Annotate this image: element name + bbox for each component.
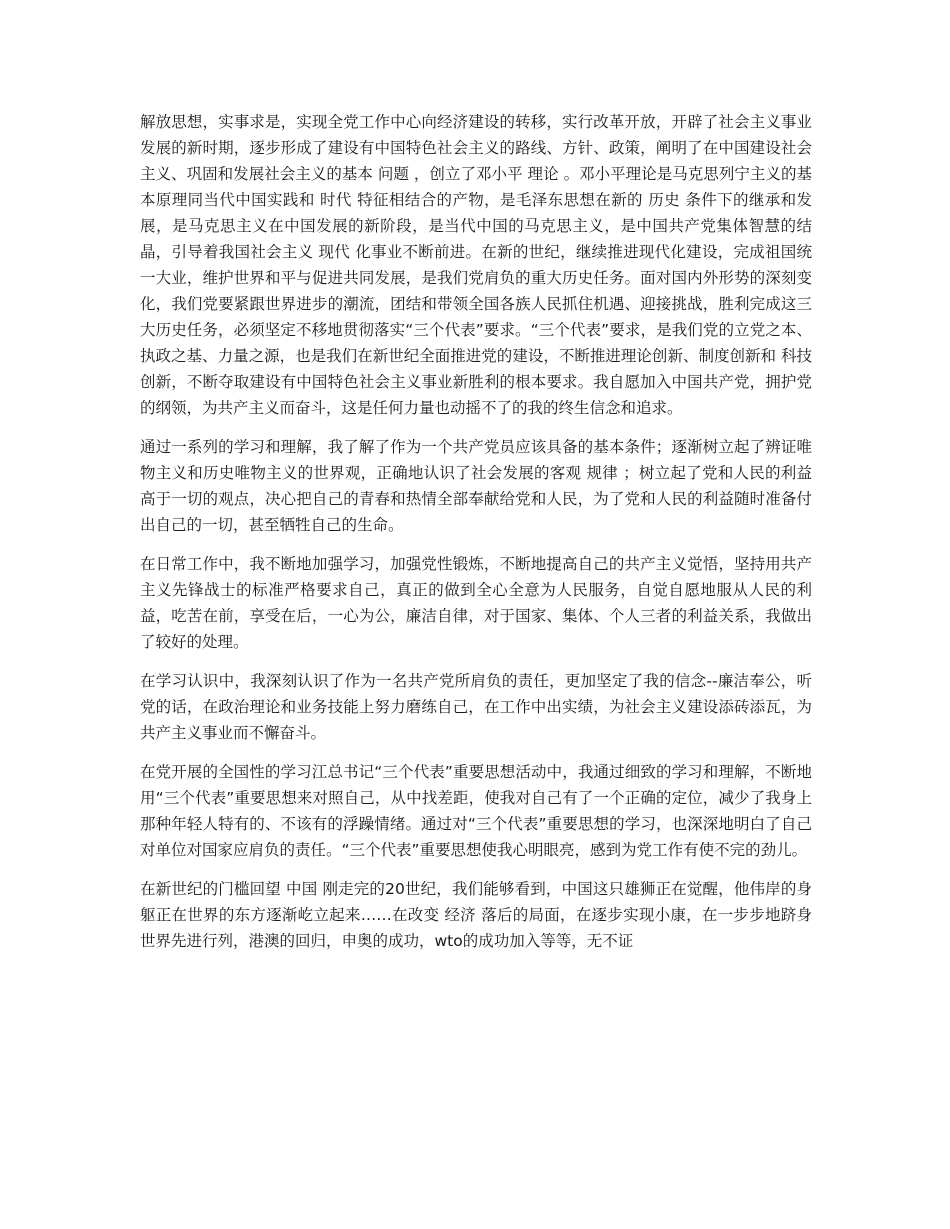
document-body — [140, 109, 812, 967]
paragraph-4: 在学习认识中，我深刻认识了作为一名共产党所肩负的责任，更加坚定了我的信念--廉洁奉公，听党的话，在政治理论和业务技能上努力磨练自己，在工作中出实绩，为社会主义建设添砖添瓦，为共产主义事业而不懈奋斗。 — [140, 672, 812, 742]
paragraph-5: 在党开展的全国性的学习江总书记“三个代表”重要思想活动中，我通过细致的学习和理解，不断地用“三个代表”重要思想来对照自己，从中找差距，使我对自己有了一个正确的定位，减少了我身上那种年轻人特有的、不该有的浮躁情绪。通过对“三个代表”重要思想的学习，也深深地明白了自己对单位对国家应肩负的责任。“三个代表”重要思想使我心明眼亮，感到为党工作有使不完的劲儿。 — [140, 763, 812, 859]
paragraph-6: 在新世纪的门槛回望 中国 刚走完的20世纪，我们能够看到，中国这只雄狮正在觉醒，他伟岸的身躯正在世界的东方逐渐屹立起来……在改变 经济 落后的局面，在逐步实现小康，在一步步地跻身世界先进行列，港澳的回归，申奥的成功，wto的成功加入等等，无不证 — [140, 880, 812, 950]
paragraph-1: 解放思想，实事求是，实现全党工作中心向经济建设的转移，实行改革开放，开辟了社会主义事业发展的新时期，逐步形成了建设有中国特色社会主义的路线、方针、政策，阐明了在中国建设社会主义、巩固和发展社会主义的基本 问题 ，创立了邓小平 理论 。邓小平理论是马克思列宁主义的基本原理同当代中国实践和 时代 特征相结合的产物，是毛泽东思想在新的 历史 条件下的继承和发展，是马克思主义在中国发展的新阶段，是当代中国的马克思主义，是中国共产党集体智慧的结晶，引导着我国社会主义 现代 化事业不断前进。在新的世纪，继续推进现代化建设，完成祖国统一大业，维护世界和平与促进共同发展，是我们党肩负的重大历史任务。面对国内外形势的深刻变化，我们党要紧跟世界进步的潮流，团结和带领全国各族人民抓住机遇、迎接挑战，胜利完成这三大历史任务，必须坚定不移地贯彻落实“三个代表”要求。“三个代表”要求，是我们党的立党之本、执政之基、力量之源，也是我们在新世纪全面推进党的建设，不断推进理论创新、制度创新和 科技 创新，不断夺取建设有中国特色社会主义事业新胜利的根本要求。我自愿加入中国共产党，拥护党的纲领，为共产主义而奋斗，这是任何力量也动摇不了的我的终生信念和追求。 — [140, 113, 812, 417]
paragraph-3: 在日常工作中，我不断地加强学习，加强党性锻炼，不断地提高自己的共产主义觉悟，坚持用共产主义先锋战士的标准严格要求自己，真正的做到全心全意为人民服务，自觉自愿地服从人民的利益，吃苦在前，享受在后，一心为公，廉洁自律，对于国家、集体、个人三者的利益关系，我做出了较好的处理。 — [140, 555, 812, 651]
paragraph-2: 通过一系列的学习和理解，我了解了作为一个共产党员应该具备的基本条件；逐渐树立起了辨证唯物主义和历史唯物主义的世界观，正确地认识了社会发展的客观 规律 ；树立起了党和人民的利益高于一切的观点，决心把自己的青春和热情全部奉献给党和人民，为了党和人民的利益随时准备付出自己的一切，甚至牺牲自己的生命。 — [140, 438, 812, 534]
